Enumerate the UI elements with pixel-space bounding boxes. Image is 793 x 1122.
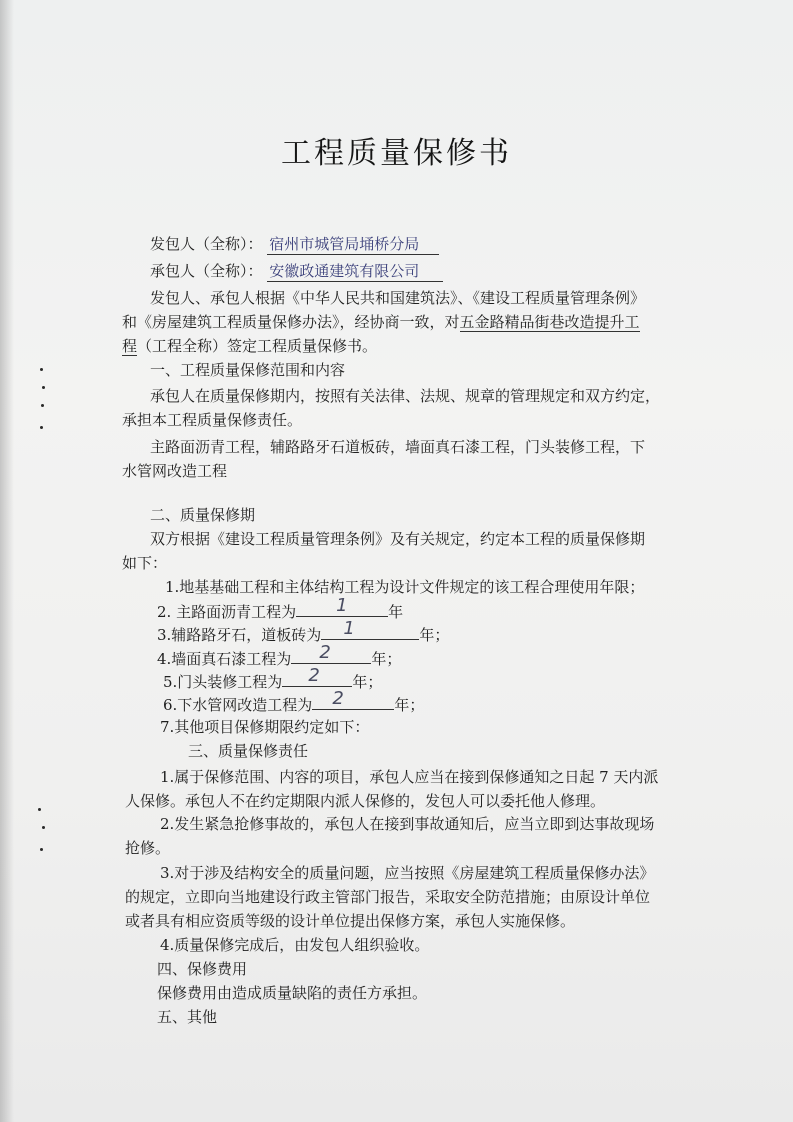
warranty-item-5 (163, 665, 383, 692)
binding-hole-mark (42, 386, 45, 389)
intro-line-2-prefix: 和《房屋建筑工程质量保修办法》，经协商一致，对 (122, 313, 460, 331)
warranty-item-4 (157, 642, 402, 669)
warranty-item-2 (157, 595, 404, 622)
section-3-p2-line-1: 2.发生紧急抢修事故的，承包人在接到事故通知后，应当立即到达事故现场 (160, 815, 655, 833)
warranty-item-2-unit: 年 (388, 603, 404, 621)
warranty-item-7: 7.其他项目保修期限约定如下： (160, 718, 370, 736)
binding-hole-mark (40, 426, 43, 429)
warranty-item-6 (163, 688, 425, 715)
warranty-item-3-value: 1 (343, 618, 355, 639)
section-4-heading: 四、保修费用 (157, 960, 248, 978)
section-1-para-1-line-1: 承包人在质量保修期内，按照有关法律、法规、规章的管理规定和双方约定， (150, 387, 661, 405)
warranty-item-4-value: 2 (319, 642, 331, 663)
warranty-item-3-blank (321, 618, 419, 640)
warranty-item-5-label: 5.门头装修工程为 (163, 673, 283, 691)
binding-hole-mark (40, 848, 43, 851)
section-3-heading: 三、质量保修责任 (188, 742, 309, 760)
warranty-item-3-label: 3.辅路路牙石，道板砖为 (157, 626, 322, 644)
binding-hole-mark (42, 826, 45, 829)
contractor-value: 安徽政通建筑有限公司 (267, 261, 443, 282)
warranty-item-1: 1.地基基础工程和主体结构工程为设计文件规定的该工程合理使用年限； (165, 578, 645, 596)
intro-line-3 (122, 336, 377, 356)
section-3-p3-line-2: 的规定，立即向当地建设行政主管部门报告，采取安全防范措施；由原设计单位 (125, 888, 651, 906)
warranty-item-5-blank (282, 665, 352, 687)
warranty-item-2-blank (296, 595, 388, 617)
contractor-label: 承包人（全称）： (150, 262, 263, 280)
section-3-p2-line-2: 抢修。 (125, 839, 171, 857)
section-1-para-1-line-2: 承担本工程质量保修责任。 (122, 411, 303, 429)
section-3-p4: 4.质量保修完成后，由发包人组织验收。 (160, 936, 430, 954)
warranty-item-6-value: 2 (332, 688, 344, 709)
section-3-p1-line-1: 1.属于保修范围、内容的项目，承包人应当在接到保修通知之日起 7 天内派 (160, 768, 659, 786)
section-1-para-2-line-1: 主路面沥青工程，辅路路牙石道板砖，墙面真石漆工程，门头装修工程，下 (150, 438, 646, 456)
section-4-text: 保修费用由造成质量缺陷的责任方承担。 (157, 984, 428, 1002)
binding-hole-mark (38, 808, 41, 811)
section-2-para-line-2: 如下： (122, 554, 168, 572)
section-2-heading: 二、质量保修期 (150, 506, 256, 524)
section-2-para-line-1: 双方根据《建设工程质量管理条例》及有关规定，约定本工程的质量保修期 (150, 530, 646, 548)
section-1-para-2-line-2: 水管网改造工程 (122, 462, 228, 480)
warranty-item-6-blank (312, 688, 394, 710)
section-3-p3-line-1: 3.对于涉及结构安全的质量问题，应当按照《房屋建筑工程质量保修办法》 (160, 864, 655, 882)
section-3-p1-line-2: 人保修。承包人不在约定期限内派人保修的，发包人可以委托他人修理。 (125, 792, 606, 810)
section-1-heading: 一、工程质量保修范围和内容 (150, 361, 346, 379)
intro-line-3-suffix: （工程全称）签定工程质量保修书。 (137, 337, 378, 355)
project-name-part-2: 程 (122, 337, 138, 355)
warranty-item-2-label: 2. 主路面沥青工程为 (157, 603, 297, 621)
warranty-item-3-unit: 年； (419, 626, 450, 644)
document-title: 工程质量保修书 (281, 136, 512, 171)
warranty-item-6-label: 6.下水管网改造工程为 (163, 696, 313, 714)
section-5-heading: 五、其他 (157, 1008, 218, 1026)
warranty-item-5-unit: 年； (352, 673, 383, 691)
project-name-part-1: 五金路精品街巷改造提升工 (459, 313, 640, 331)
binding-hole-mark (40, 368, 43, 371)
warranty-item-4-unit: 年； (371, 650, 402, 668)
warranty-item-2-value: 1 (336, 595, 348, 616)
warranty-item-4-label: 4.墙面真石漆工程为 (157, 650, 292, 668)
employer-line (150, 234, 439, 255)
warranty-item-5-value: 2 (308, 665, 320, 686)
intro-line-2 (122, 312, 640, 332)
warranty-item-4-blank (291, 642, 371, 664)
warranty-item-6-unit: 年； (394, 696, 425, 714)
section-3-p3-line-3: 或者具有相应资质等级的设计单位提出保修方案，承包人实施保修。 (125, 912, 576, 930)
intro-line-1: 发包人、承包人根据《中华人民共和国建筑法》、《建设工程质量管理条例》 (150, 289, 646, 307)
binding-hole-mark (41, 404, 44, 407)
warranty-item-3 (157, 618, 450, 645)
employer-label: 发包人（全称）： (150, 235, 263, 253)
contractor-line (150, 261, 443, 282)
employer-value: 宿州市城管局埇桥分局 (267, 234, 439, 255)
